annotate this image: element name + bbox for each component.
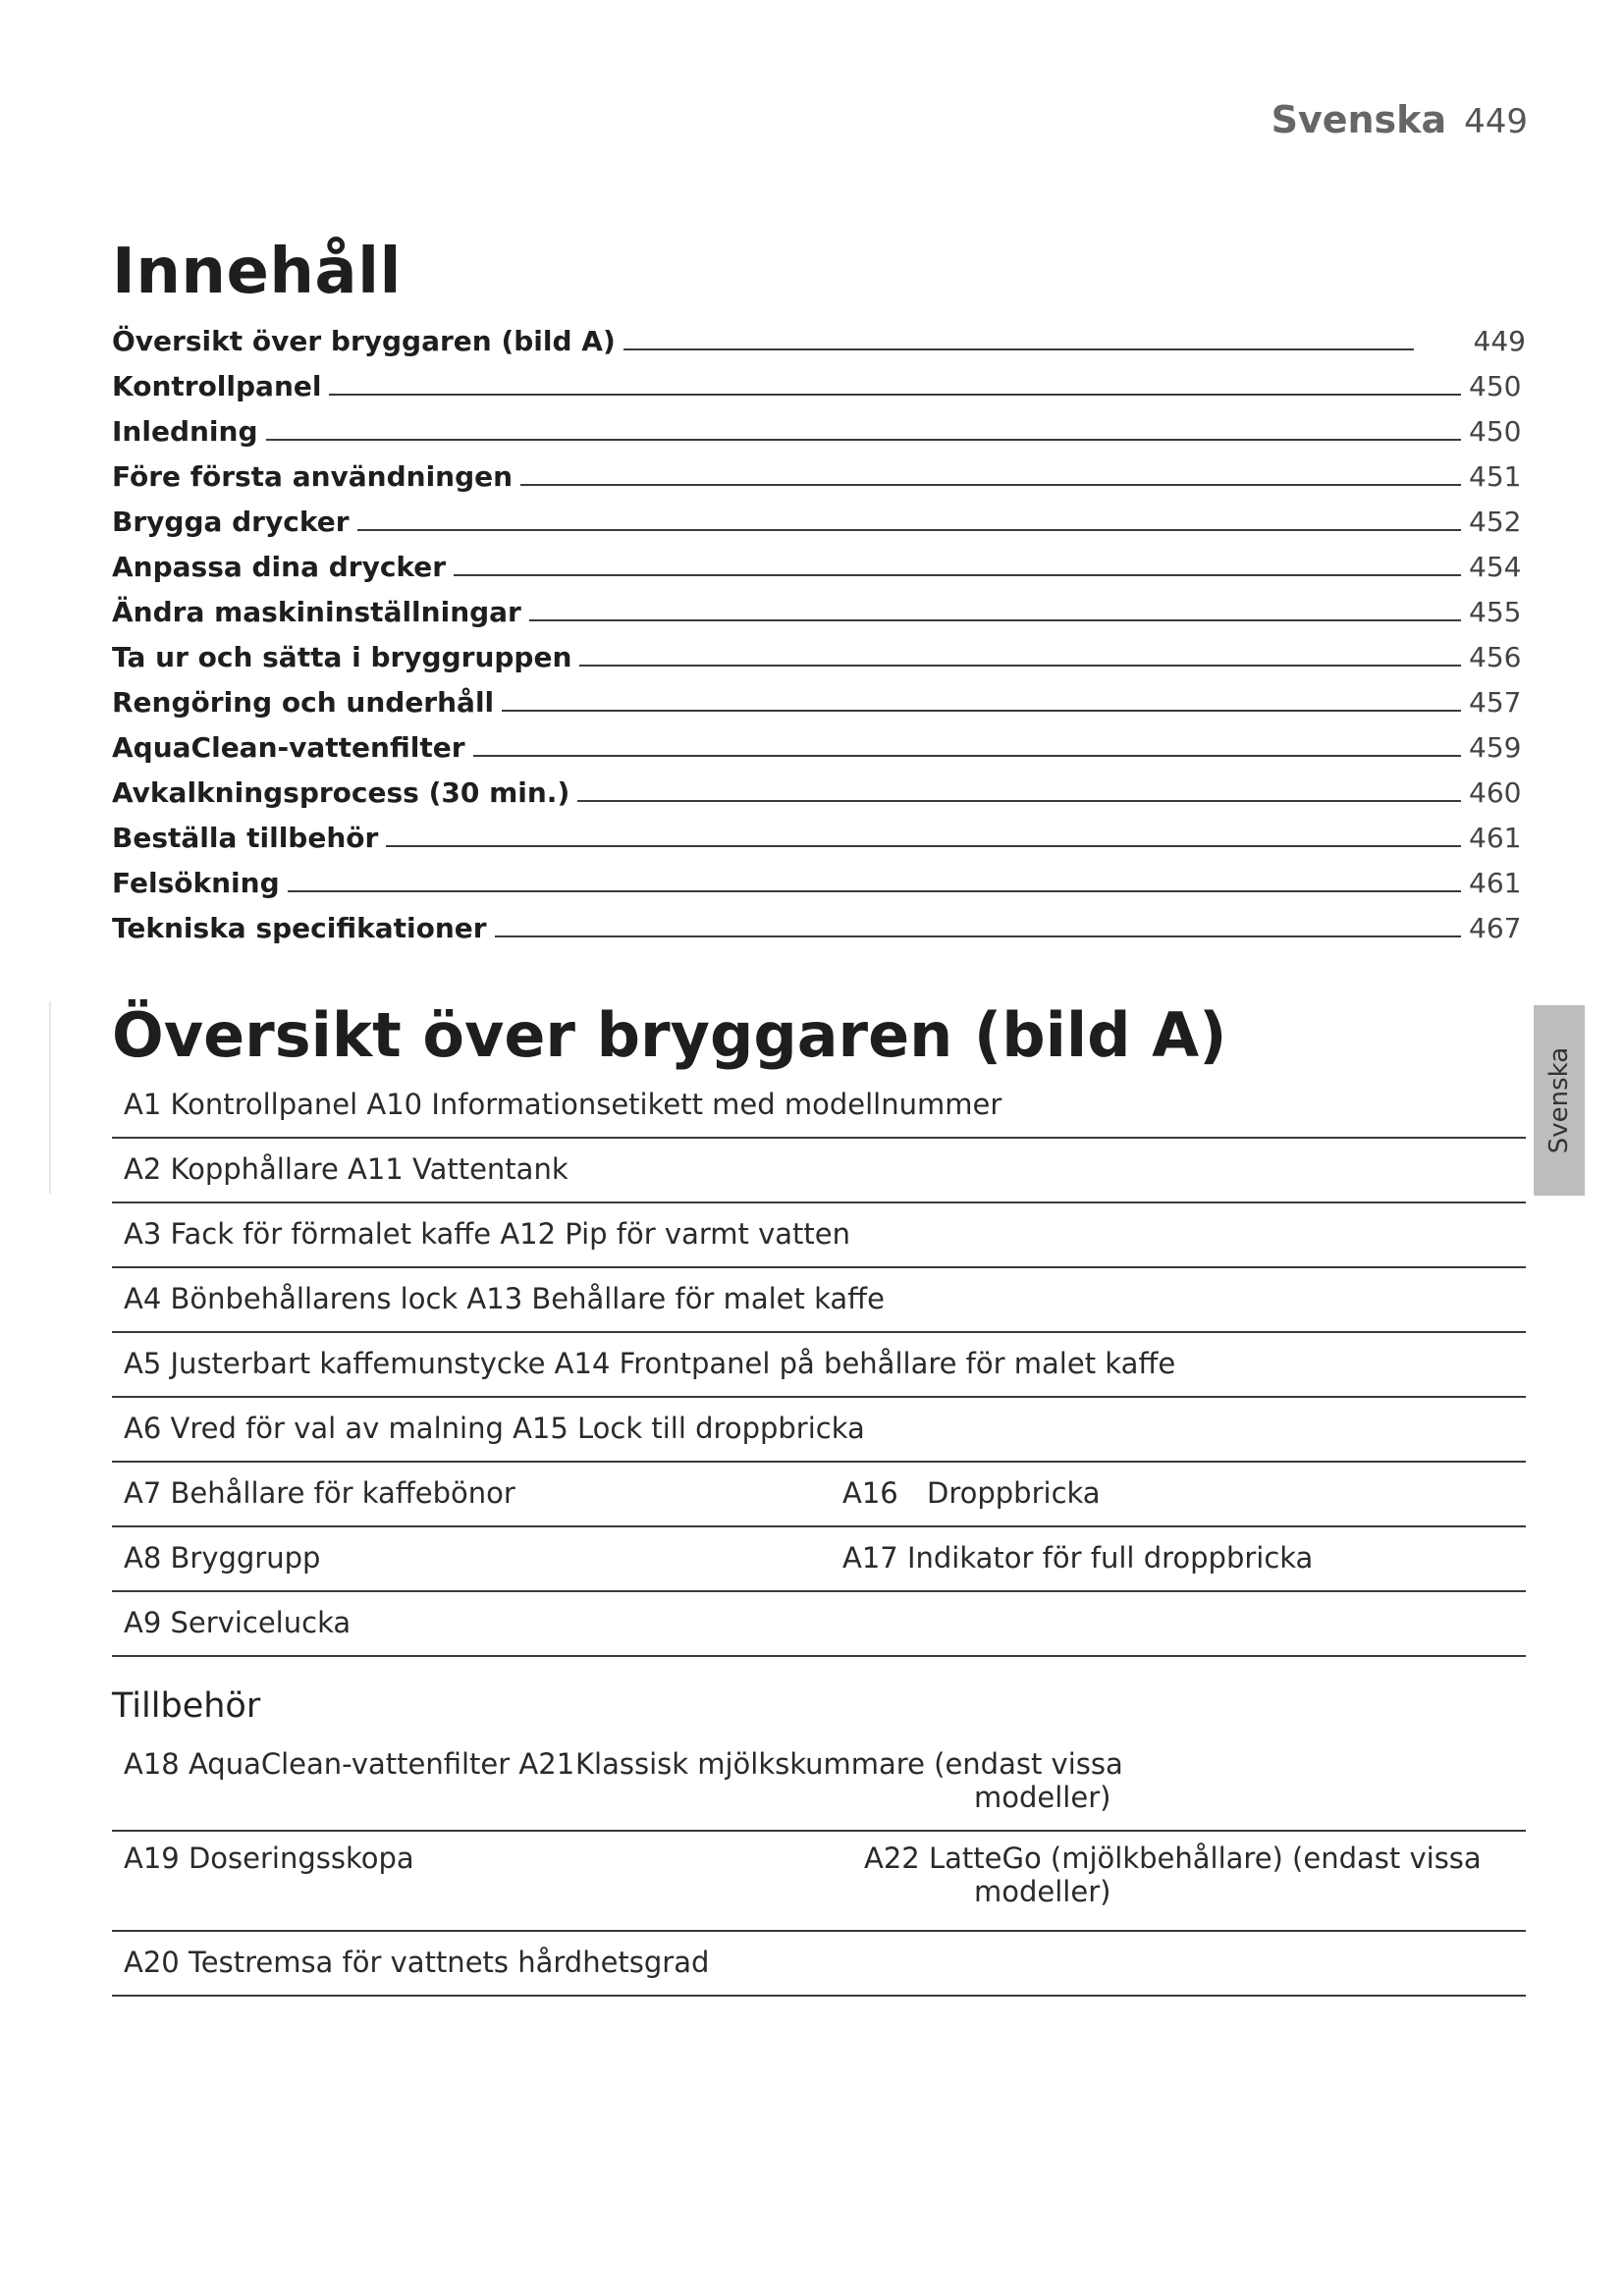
toc-leader	[623, 348, 1414, 350]
toc-entry-page: 461	[1469, 822, 1522, 854]
accessories-title: Tillbehör	[112, 1686, 261, 1726]
table-row	[112, 1268, 1526, 1333]
part-cell: A1 Kontrollpanel A10 Informationsetikett med modellnummer	[124, 1088, 1002, 1121]
toc-entry[interactable]	[112, 673, 1526, 719]
table-of-contents	[112, 312, 1526, 944]
toc-entry-page: 452	[1469, 506, 1522, 538]
table-row	[112, 1398, 1526, 1463]
toc-entry-page: 451	[1469, 460, 1522, 493]
toc-entry[interactable]	[112, 854, 1526, 899]
toc-leader	[357, 529, 1462, 531]
toc-leader	[520, 484, 1461, 486]
toc-entry[interactable]	[112, 448, 1526, 493]
part-cell: A9 Servicelucka	[124, 1606, 352, 1639]
part-cell: A8 Bryggrupp	[124, 1541, 321, 1575]
part-cell: A6 Vred för val av malning A15 Lock till droppbricka	[124, 1412, 865, 1445]
toc-entry[interactable]	[112, 538, 1526, 583]
accessory-cell-right: Klassisk mjölkskummare (endast vissa	[575, 1747, 1123, 1781]
toc-leader	[529, 619, 1461, 621]
toc-entry-label: Brygga drycker	[112, 506, 350, 538]
part-code: A17	[842, 1541, 898, 1575]
table-row	[112, 1139, 1526, 1203]
toc-entry-page: 449	[1473, 325, 1526, 357]
accessory-cell-right-cont: modeller)	[974, 1781, 1111, 1814]
toc-entry-page: 461	[1469, 867, 1522, 899]
toc-entry[interactable]	[112, 899, 1526, 944]
part-cell: A3 Fack för förmalet kaffe A12 Pip för varmt vatten	[124, 1217, 850, 1251]
accessory-cell-right-cont: modeller)	[974, 1875, 1111, 1908]
accessory-cell: A18 AquaClean-vattenfilter A21	[124, 1747, 575, 1781]
toc-entry[interactable]	[112, 493, 1526, 538]
part-cell: A4 Bönbehållarens lock A13 Behållare för malet kaffe	[124, 1282, 885, 1315]
toc-entry-page: 454	[1469, 551, 1522, 583]
toc-entry-page: 460	[1469, 776, 1522, 809]
toc-entry-page: 450	[1469, 370, 1522, 402]
language-side-tab[interactable]	[1534, 1005, 1585, 1196]
toc-entry-page: 450	[1469, 415, 1522, 448]
toc-entry[interactable]	[112, 809, 1526, 854]
toc-entry-label: Beställa tillbehör	[112, 822, 379, 854]
margin-divider	[49, 1001, 51, 1194]
toc-leader	[579, 665, 1461, 667]
table-row	[112, 1592, 1526, 1657]
toc-entry-page: 457	[1469, 686, 1522, 719]
toc-entry-label: Kontrollpanel	[112, 370, 322, 402]
table-row	[112, 1203, 1526, 1268]
toc-entry[interactable]	[112, 764, 1526, 809]
toc-entry[interactable]	[112, 583, 1526, 628]
part-name: Indikator för full droppbricka	[897, 1541, 1314, 1575]
table-row	[112, 1463, 1526, 1527]
toc-entry-label: AquaClean-vattenfilter	[112, 731, 465, 764]
part-cell: A7 Behållare för kaffebönor	[124, 1476, 515, 1510]
accessories-table	[112, 1737, 1526, 1997]
accessory-cell-right: A22 LatteGo (mjölkbehållare) (endast vissa	[864, 1842, 1482, 1875]
part-cell: A2 Kopphållare A11 Vattentank	[124, 1152, 568, 1186]
toc-entry-label: Felsökning	[112, 867, 280, 899]
toc-leader	[329, 394, 1461, 396]
table-row	[112, 1527, 1526, 1592]
toc-leader	[288, 890, 1461, 892]
table-row	[112, 1932, 1526, 1997]
header-language: Svenska	[1271, 98, 1447, 141]
toc-entry-label: Rengöring och underhåll	[112, 686, 495, 719]
overview-section-title: Översikt över bryggaren (bild A)	[112, 999, 1227, 1071]
toc-leader	[473, 755, 1461, 757]
toc-leader	[386, 845, 1461, 847]
toc-entry-label: Inledning	[112, 415, 258, 448]
part-cell: A5 Justerbart kaffemunstycke A14 Frontpanel på behållare för malet kaffe	[124, 1347, 1176, 1380]
toc-leader	[502, 710, 1461, 712]
toc-leader	[577, 800, 1461, 802]
parts-table	[112, 1074, 1526, 1657]
toc-leader	[266, 439, 1462, 441]
accessory-cell: A20 Testremsa för vattnets hårdhetsgrad	[124, 1946, 710, 1979]
side-tab-label: Svenska	[1544, 1046, 1574, 1154]
toc-entry-page: 455	[1469, 596, 1522, 628]
toc-entry[interactable]	[112, 719, 1526, 764]
part-cell-right	[842, 1541, 1313, 1575]
toc-entry-label: Anpassa dina drycker	[112, 551, 447, 583]
table-row	[112, 1074, 1526, 1139]
toc-entry-label: Översikt över bryggaren (bild A)	[112, 325, 616, 357]
header-page-number: 449	[1464, 102, 1528, 141]
part-cell-right	[842, 1476, 1101, 1510]
toc-entry-label: Ändra maskininställningar	[112, 596, 521, 628]
toc-entry-page: 459	[1469, 731, 1522, 764]
toc-title: Innehåll	[112, 236, 402, 308]
toc-entry-label: Tekniska specifikationer	[112, 912, 487, 944]
part-name: Droppbricka	[927, 1476, 1101, 1510]
accessory-cell: A19 Doseringsskopa	[124, 1842, 414, 1875]
toc-leader	[495, 935, 1461, 937]
table-row	[112, 1737, 1526, 1832]
toc-entry[interactable]	[112, 357, 1526, 402]
page-header	[1272, 98, 1528, 141]
toc-entry[interactable]	[112, 628, 1526, 673]
toc-leader	[454, 574, 1461, 576]
part-code: A16	[842, 1476, 898, 1510]
toc-entry-page: 467	[1469, 912, 1522, 944]
table-row	[112, 1832, 1526, 1932]
toc-entry-label: Ta ur och sätta i bryggruppen	[112, 641, 572, 673]
table-row	[112, 1333, 1526, 1398]
toc-entry[interactable]	[112, 312, 1526, 357]
toc-entry-page: 456	[1469, 641, 1522, 673]
toc-entry-label: Avkalkningsprocess (30 min.)	[112, 776, 570, 809]
toc-entry-label: Före första användningen	[112, 460, 514, 493]
toc-entry[interactable]	[112, 402, 1526, 448]
